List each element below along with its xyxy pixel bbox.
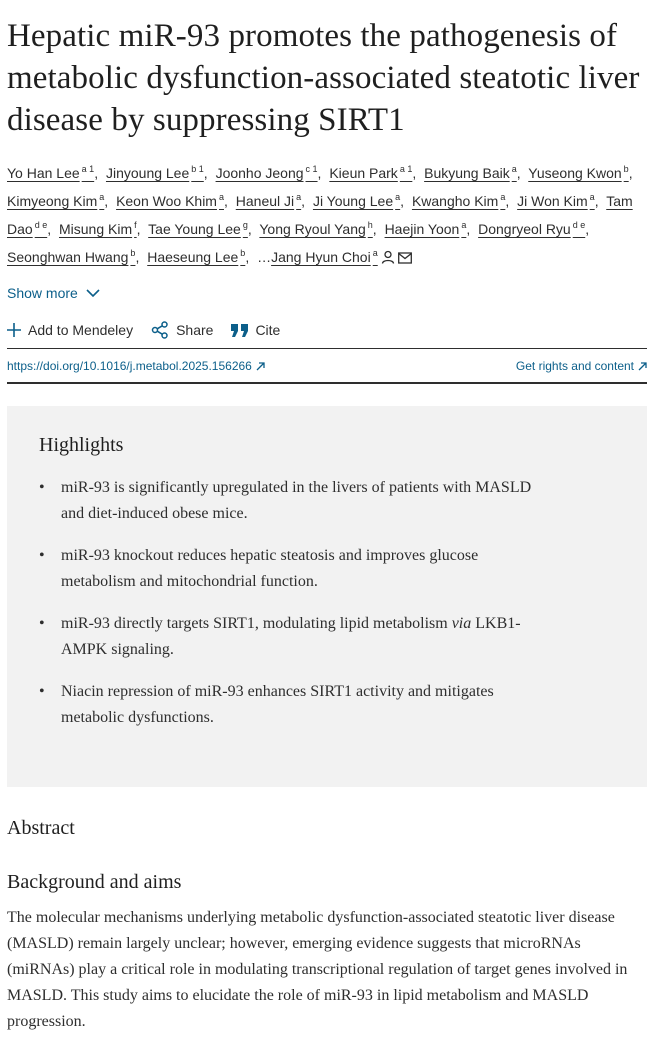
- share-label: Share: [176, 322, 214, 338]
- author-list: [7, 157, 647, 269]
- author-affiliation: g: [242, 220, 248, 230]
- author-separator: ,: [301, 193, 306, 209]
- author-name: Haejin Yoon: [384, 221, 460, 237]
- share-button[interactable]: [151, 321, 213, 339]
- author-link[interactable]: [528, 165, 628, 181]
- author-link[interactable]: [7, 249, 135, 265]
- author-affiliation: a: [500, 192, 506, 202]
- author-affiliation: a: [589, 192, 595, 202]
- article-title: Hepatic miR-93 promotes the pathogenesis of metabolic dysfunction-associated steatotic liver disease by suppressing SIRT1: [7, 18, 640, 138]
- abstract-section-title: Background and aims: [7, 871, 182, 893]
- author-affiliation: a 1: [399, 164, 413, 174]
- highlight-item: • Niacin repression of miR-93 enhances SIRT1 activity and mitigates metabolic dysfunctions.: [39, 679, 615, 731]
- author-affiliation: a: [461, 220, 467, 230]
- author-link[interactable]: [216, 165, 318, 181]
- highlights-heading: Highlights: [39, 434, 124, 456]
- plus-icon: [7, 323, 21, 337]
- author-separator: ,: [412, 165, 417, 181]
- highlight-text: LKB1-AMPK signaling.: [61, 615, 521, 658]
- author-separator: ,: [203, 165, 208, 181]
- author-name: Keon Woo Khim: [116, 193, 217, 209]
- author-affiliation: a: [372, 248, 378, 258]
- author-name: Yuseong Kwon: [528, 165, 622, 181]
- author-link[interactable]: [106, 165, 204, 181]
- author-name: Kwangho Kim: [411, 193, 499, 209]
- abstract-heading: Abstract: [7, 817, 75, 839]
- author-link[interactable]: [329, 165, 412, 181]
- abstract-text: The molecular mechanisms underlying metabolic dysfunction-associated steatotic liver disease (MASLD) remain largely unclear; however, emerging evidence suggests that microRNAs (miRNAs) play a critical role in modulating transcriptional regulation of target genes involved in MASLD. This study aims to elucidate the role of miR-93 in lipid metabolism and MASLD progression.: [7, 909, 628, 1030]
- author-affiliation: b 1: [191, 164, 204, 174]
- author-name: Jang Hyun Choi: [271, 249, 371, 265]
- show-more-label: Show more: [7, 285, 78, 301]
- author-affiliation: c 1: [305, 164, 318, 174]
- highlight-item: [39, 611, 615, 663]
- author-separator: ,: [466, 221, 471, 237]
- author-name: Yo Han Lee: [7, 165, 80, 181]
- highlight-italic: via: [451, 615, 472, 632]
- author-separator: ,: [516, 165, 521, 181]
- highlights-list: [39, 475, 615, 731]
- author-separator: ,: [317, 165, 322, 181]
- author-name: Ji Won Kim: [517, 193, 588, 209]
- author-link[interactable]: [147, 249, 245, 265]
- author-separator: ,: [136, 221, 141, 237]
- author-separator: ,: [135, 249, 140, 265]
- author-affiliation: b: [130, 248, 136, 258]
- authors-ellipsis: …: [257, 249, 272, 265]
- author-affiliation: f: [134, 220, 137, 230]
- author-separator: ,: [245, 249, 250, 265]
- author-name: Dongryeol Ryu: [478, 221, 571, 237]
- author-name: Ji Young Lee: [312, 193, 394, 209]
- author-separator: ,: [104, 193, 109, 209]
- author-name: Haneul Ji: [235, 193, 295, 209]
- quote-icon: [231, 324, 248, 337]
- author-name: Seonghwan Hwang: [7, 249, 129, 265]
- highlights-panel: [7, 406, 647, 787]
- rights-text: Get rights and content: [515, 359, 634, 373]
- email-icon: [398, 252, 412, 264]
- mendeley-label: Add to Mendeley: [28, 322, 134, 338]
- author-affiliation: d e: [572, 220, 586, 230]
- author-name: Kimyeong Kim: [7, 193, 98, 209]
- author-name: Haeseung Lee: [147, 249, 239, 265]
- author-affiliation: d e: [34, 220, 48, 230]
- author-affiliation: a: [296, 192, 302, 202]
- external-link-icon: [638, 362, 647, 371]
- highlight-item: • miR-93 is significantly upregulated in the livers of patients with MASLD and diet-induced obese mice.: [39, 475, 615, 527]
- author-separator: ,: [47, 221, 52, 237]
- author-name: Tam Dao: [7, 193, 633, 237]
- author-link[interactable]: [385, 221, 467, 237]
- chevron-down-icon: [86, 289, 100, 298]
- author-link[interactable]: [478, 221, 585, 237]
- article-actions: [7, 321, 647, 349]
- author-affiliation: b: [240, 248, 246, 258]
- article-page: [0, 15, 654, 1064]
- author-name: Joonho Jeong: [215, 165, 304, 181]
- author-separator: ,: [585, 221, 590, 237]
- author-link[interactable]: [116, 193, 224, 209]
- author-link[interactable]: [517, 193, 595, 209]
- cite-button[interactable]: [231, 322, 280, 338]
- author-link[interactable]: [412, 193, 505, 209]
- doi-row: [7, 349, 647, 384]
- author-affiliation: b: [623, 164, 629, 174]
- author-affiliation: a: [511, 164, 517, 174]
- author-separator: ,: [94, 165, 99, 181]
- author-affiliation: a: [99, 192, 105, 202]
- rights-link[interactable]: [516, 359, 647, 373]
- author-name: Jinyoung Lee: [105, 165, 190, 181]
- author-separator: ,: [628, 165, 633, 181]
- author-name: Kieun Park: [329, 165, 398, 181]
- author-separator: ,: [594, 193, 599, 209]
- author-link[interactable]: [271, 249, 412, 265]
- author-link[interactable]: [59, 221, 137, 237]
- author-separator: ,: [505, 193, 510, 209]
- author-link[interactable]: [148, 221, 248, 237]
- author-link[interactable]: [424, 165, 517, 181]
- show-more-button[interactable]: [7, 285, 647, 301]
- author-separator: ,: [400, 193, 405, 209]
- author-link[interactable]: [313, 193, 400, 209]
- cite-label: Cite: [255, 322, 281, 338]
- author-affiliation: a: [395, 192, 401, 202]
- author-link[interactable]: [259, 221, 372, 237]
- author-separator: ,: [223, 193, 228, 209]
- author-separator: ,: [247, 221, 252, 237]
- author-affiliation: a: [218, 192, 224, 202]
- author-link[interactable]: [7, 193, 104, 209]
- author-separator: ,: [372, 221, 377, 237]
- author-link[interactable]: [236, 193, 301, 209]
- author-name: Misung Kim: [58, 221, 133, 237]
- author-name: Bukyung Baik: [424, 165, 510, 181]
- doi-text: https://doi.org/10.1016/j.metabol.2025.156266: [7, 359, 252, 373]
- author-affiliation: h: [367, 220, 373, 230]
- corresponding-author-icon: [381, 250, 395, 264]
- author-link[interactable]: [7, 165, 94, 181]
- author-name: Yong Ryoul Yang: [259, 221, 366, 237]
- doi-link[interactable]: [7, 359, 265, 373]
- add-to-mendeley-button[interactable]: [7, 322, 133, 338]
- author-name: Tae Young Lee: [148, 221, 241, 237]
- author-affiliation: a 1: [81, 164, 95, 174]
- highlight-text: miR-93 directly targets SIRT1, modulating lipid metabolism: [61, 615, 452, 632]
- highlight-item: • miR-93 knockout reduces hepatic steatosis and improves glucose metabolism and mitochondrial function.: [39, 543, 615, 595]
- external-link-icon: [256, 362, 265, 371]
- share-icon: [151, 321, 169, 339]
